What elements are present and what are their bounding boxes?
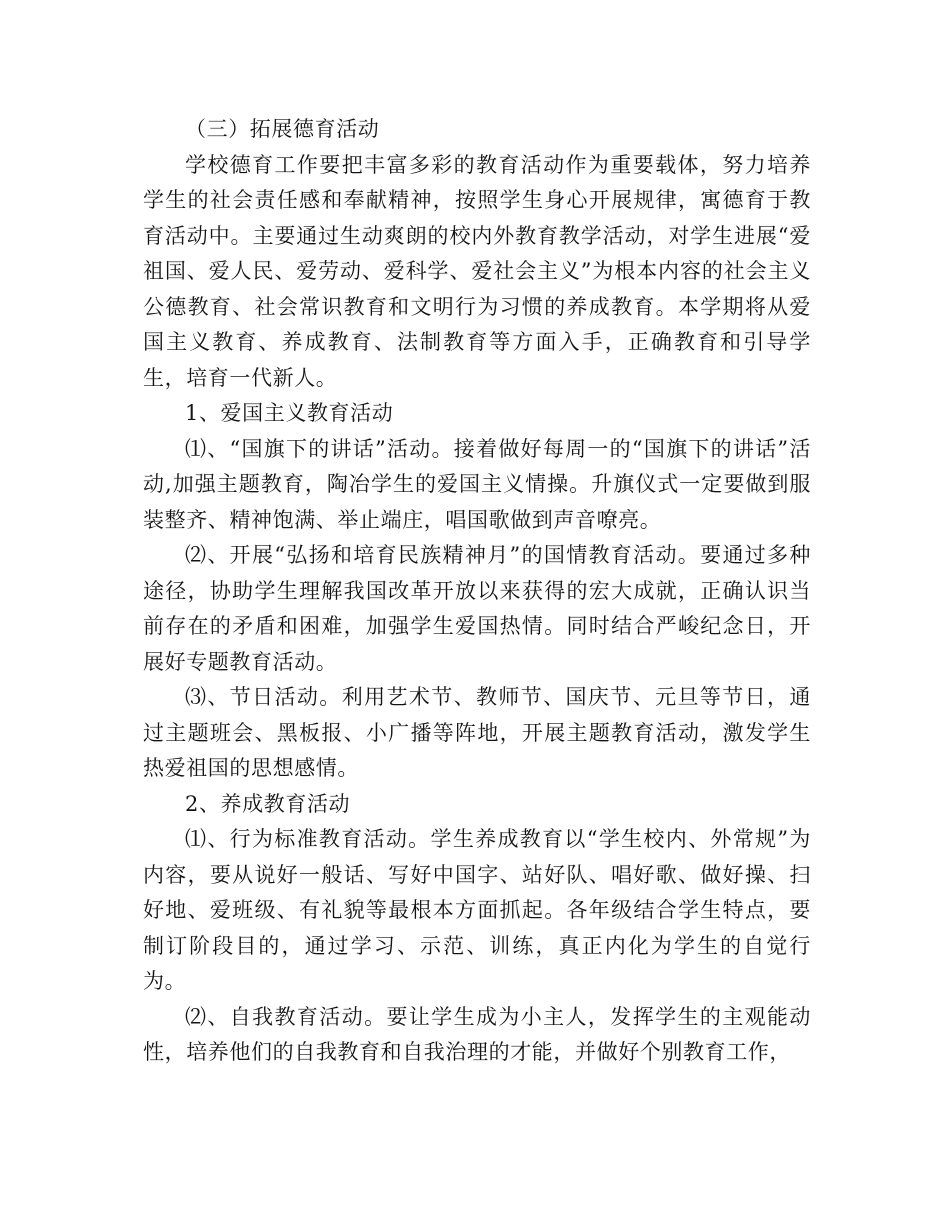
body-paragraph: ⑵、自我教育活动。要让学生成为小主人，发挥学生的主观能动性，培养他们的自我教育和自我治理的才能，并做好个别教育工作， [143,1004,811,1064]
body-paragraph: ⑶、节日活动。利用艺术节、教师节、国庆节、元旦等节日，通过主题班会、黑板报、小广播等阵地，开展主题教育活动，激发学生热爱祖国的思想感情。 [143,685,811,780]
body-paragraph: 学校德育工作要把丰富多彩的教育活动作为重要载体，努力培养学生的社会责任感和奉献精神，按照学生身心开展规律，寓德育于教育活动中。主要通过生动爽朗的校内外教育教学活动，对学生进展“爱祖国、爱人民、爱劳动、爱科学、爱社会主义”为根本内容的社会主义公德教育、社会常识教育和文明行为习惯的养成教育。本学期将从爱国主义教育、养成教育、法制教育等方面入手，正确教育和引导学生，培育一代新人。 [143,152,811,390]
body-paragraph: ⑵、开展“弘扬和培育民族精神月”的国情教育活动。要通过多种途径，协助学生理解我国改革开放以来获得的宏大成就，正确认识当前存在的矛盾和困难，加强学生爱国热情。同时结合严峻纪念日，开展好专题教育活动。 [143,543,811,674]
document-page [143,112,811,1071]
subsection-heading: 1、爱国主义教育活动 [185,401,394,425]
body-paragraph: ⑴、“国旗下的讲话”活动。接着做好每周一的“国旗下的讲话”活动,加强主题教育，陶冶学生的爱国主义情操。升旗仪式一定要做到服装整齐、精神饱满、举止端庄，唱国歌做到声音嘹亮。 [143,436,811,532]
section-heading: （三）拓展德育活动 [185,117,380,141]
body-paragraph: ⑴、行为标准教育活动。学生养成教育以“学生校内、外常规”为内容，要从说好一般话、写好中国字、站好队、唱好歌、做好操、扫好地、爱班级、有礼貌等最根本方面抓起。各年级结合学生特点，要制订阶段目的，通过学习、示范、训练，真正内化为学生的自觉行为。 [143,827,811,993]
subsection-heading: 2、养成教育活动 [185,791,351,816]
